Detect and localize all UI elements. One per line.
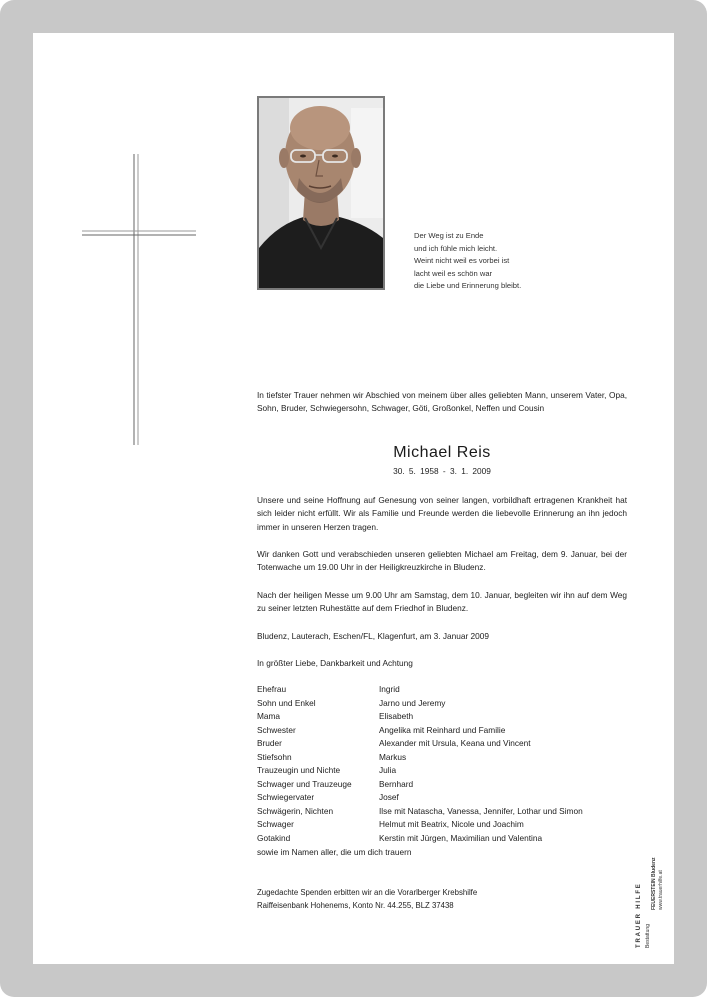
mourner-role: Schwiegervater	[257, 792, 315, 802]
wake-paragraph: Wir danken Gott und verabschieden unseren geliebten Michael am Freitag, dem 9. Januar, bei der Totenwache um 19.00 Uhr in der Heiligkreuzkirche in Bludenz.	[257, 549, 627, 573]
mourner-names: Ilse mit Natascha, Vanessa, Jennifer, Lothar und Simon	[379, 805, 583, 816]
portrait-image	[259, 98, 383, 288]
poem-line: die Liebe und Erinnerung bleibt.	[414, 281, 522, 291]
poem-line: lacht weil es schön war	[414, 268, 493, 278]
cross-icon	[80, 152, 198, 448]
life-dates: 30. 5. 1958 - 3. 1. 2009	[393, 466, 491, 476]
mourner-role: Ehefrau	[257, 684, 287, 694]
logo-company: FEUERSTEIN Bludenz	[651, 857, 657, 910]
logo-sub: Bestattung	[645, 924, 651, 948]
mourners-list	[257, 683, 637, 845]
mourner-role: Schwager und Trauzeuge	[257, 778, 352, 789]
poem-line: Weint nicht weil es vorbei ist	[414, 256, 510, 266]
mourner-role: Gotakind	[257, 832, 291, 843]
poem-line: Der Weg ist zu Ende	[414, 231, 484, 240]
donation-line: Zugedachte Spenden erbitten wir an die Vorarlberger Krebshilfe	[257, 888, 478, 897]
mourner-role: Bruder	[257, 738, 282, 748]
mourner-names: Julia	[379, 765, 397, 775]
mourner-names: Alexander mit Ursula, Keana und Vincent	[379, 738, 531, 748]
poem	[414, 230, 614, 293]
donation-note	[257, 886, 477, 913]
mourner-names: Elisabeth	[379, 711, 414, 721]
mourner-row	[257, 832, 637, 846]
mourner-row	[257, 737, 637, 751]
mourner-role: Schwägerin, Nichten	[257, 805, 334, 816]
mourner-row	[257, 778, 637, 792]
mourner-names: Kerstin mit Jürgen, Maximilian und Valentina	[379, 832, 543, 843]
donation-line: Raiffeisenbank Hohenems, Konto Nr. 44.255, BLZ 37438	[257, 901, 454, 911]
mourner-names: Ingrid	[379, 684, 400, 694]
mourner-row	[257, 791, 637, 805]
love-line: In größter Liebe, Dankbarkeit und Achtung	[257, 658, 413, 668]
mourner-names: Angelika mit Reinhard und Familie	[379, 724, 506, 735]
mourner-names: Josef	[379, 792, 399, 802]
mourner-names: Jarno und Jeremy	[379, 697, 446, 708]
deceased-name: Michael Reis	[393, 444, 491, 461]
mourner-role: Mama	[257, 711, 281, 721]
mourner-row	[257, 697, 637, 711]
funeral-paragraph: Nach der heiligen Messe um 9.00 Uhr am Samstag, dem 10. Januar, begleiten wir ihn auf dem Weg zu seiner letzten Ruhestätte auf dem Friedhof in Bludenz.	[257, 590, 627, 614]
mourner-role: Stiefsohn	[257, 751, 292, 762]
poem-line: und ich fühle mich leicht.	[414, 243, 498, 253]
closing-line: sowie im Namen aller, die um dich trauern	[257, 847, 412, 857]
funeral-home-logo	[632, 850, 668, 950]
mourner-row	[257, 724, 637, 738]
logo-brand: TRAUER HILFE	[636, 882, 642, 948]
mourner-row	[257, 818, 637, 832]
mourner-row	[257, 751, 637, 765]
logo-url: www.trauerhilfe.at	[658, 870, 664, 910]
hope-paragraph: Unsere und seine Hoffnung auf Genesung von seiner langen, vorbildhaft ertragenen Krankheit hat sich leider nicht erfüllt. Wir als Familie und Freunde werden die liebevolle Erinnerung an ihn jedoch immer in unseren Herzen tragen.	[257, 495, 627, 532]
mourner-names: Markus	[379, 751, 407, 762]
mourner-row	[257, 710, 637, 724]
mourner-row	[257, 683, 637, 697]
mourner-names: Helmut mit Beatrix, Nicole und Joachim	[379, 819, 524, 829]
mourner-role: Schwager	[257, 819, 294, 829]
place-date-line: Bludenz, Lauterach, Eschen/FL, Klagenfurt, am 3. Januar 2009	[257, 631, 489, 641]
mourner-role: Trauzeugin und Nichte	[257, 765, 341, 775]
mourner-role: Schwester	[257, 724, 296, 735]
mourner-row	[257, 805, 637, 819]
mourner-names: Bernhard	[379, 778, 414, 789]
portrait-photo	[257, 96, 385, 290]
mourner-role: Sohn und Enkel	[257, 697, 316, 708]
intro-text: In tiefster Trauer nehmen wir Abschied von meinem über alles geliebten Mann, unserem Vater, Opa, Sohn, Bruder, Schwiegersohn, Schwager, Göti, Großonkel, Neffen und Cousin	[257, 390, 627, 414]
mourner-row	[257, 764, 637, 778]
